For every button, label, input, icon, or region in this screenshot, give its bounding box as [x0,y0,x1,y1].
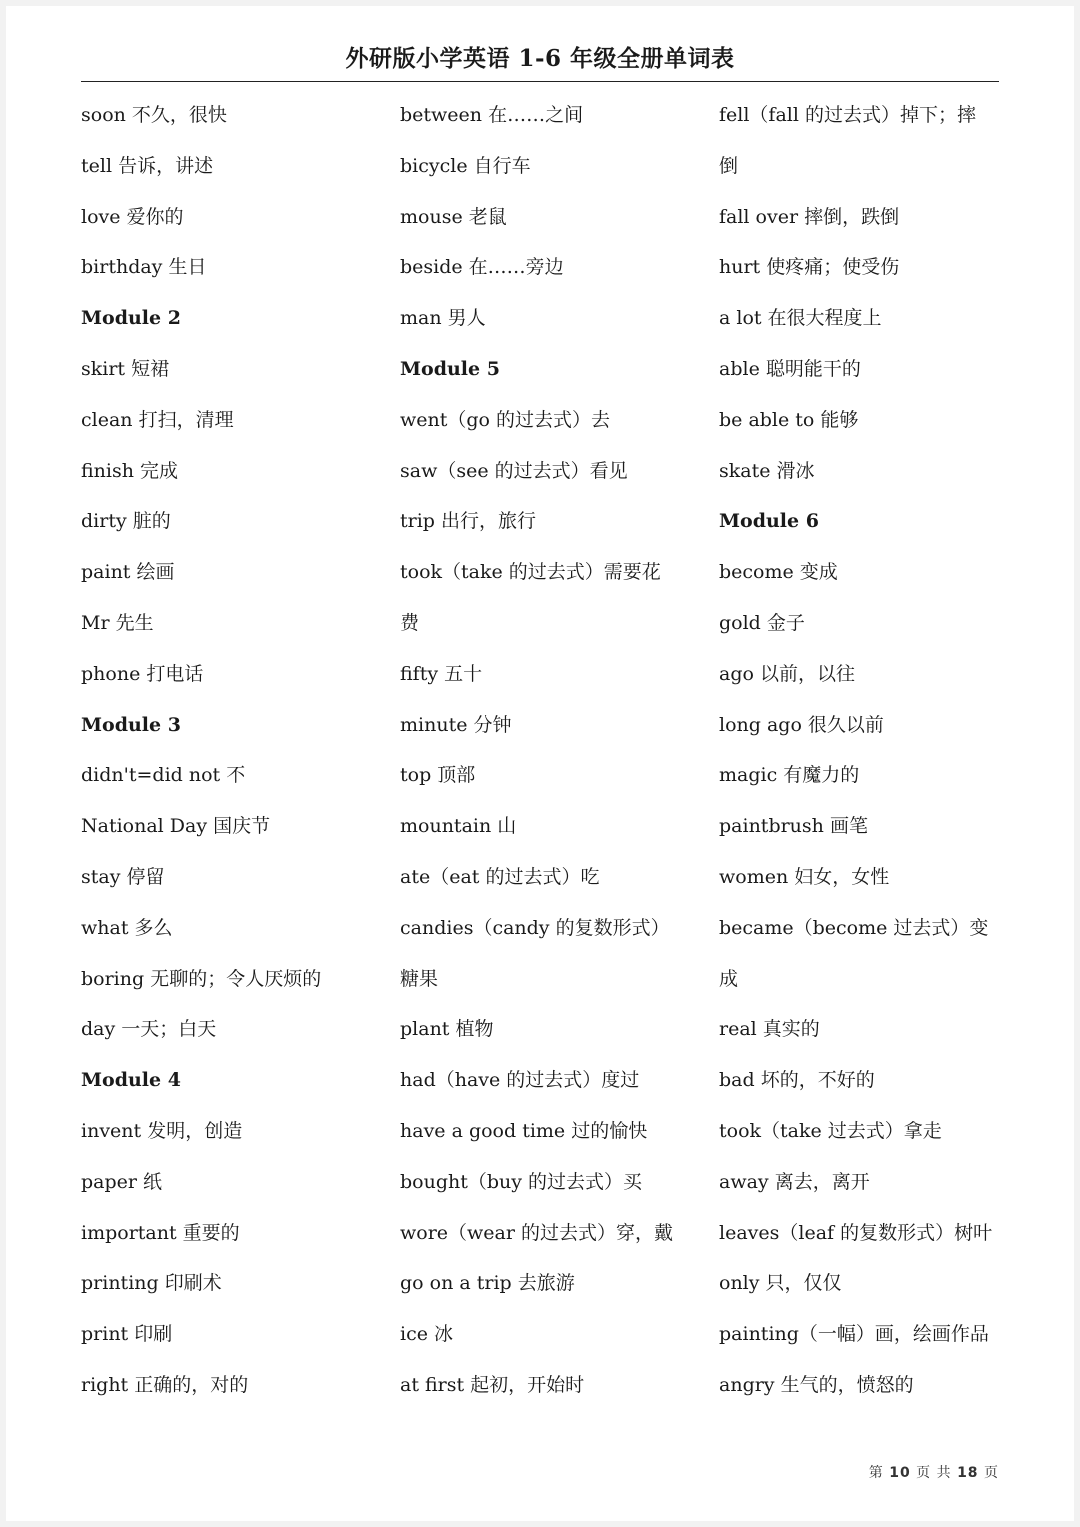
word-entry: mountain 山 [400,815,517,838]
word-entry: Mr 先生 [81,611,154,634]
word-entry: painting（一幅）画，绘画作品 [719,1323,989,1346]
word-entry: 成 [719,967,739,990]
word-entry: important 重要的 [81,1221,240,1244]
footer-total-pages: 18 [957,1465,979,1481]
module-heading: Module 2 [81,307,181,330]
footer-prefix: 第 [868,1465,884,1481]
word-entry: day 一天；白天 [81,1018,217,1041]
word-entry: invent 发明，创造 [81,1119,243,1142]
word-entry: phone 打电话 [81,662,204,685]
word-entry: candies（candy 的复数形式） [400,916,670,939]
word-entry: boring 无聊的；令人厌烦的 [81,967,322,990]
word-entry: birthday 生日 [81,256,207,279]
word-entry: finish 完成 [81,459,179,482]
word-entry: fell（fall 的过去式）掉下；摔 [719,104,976,126]
word-entry: only 只，仅仅 [719,1272,842,1295]
word-entry: real 真实的 [719,1018,820,1041]
module-heading: Module 3 [81,713,181,736]
page-number-footer [869,1462,999,1482]
word-entry: minute 分钟 [400,713,512,736]
word-entry: print 印刷 [81,1323,173,1346]
word-entry: a lot 在很大程度上 [719,307,882,330]
word-entry: fall over 摔倒，跌倒 [719,205,900,228]
word-entry: have a good time 过的愉快 [400,1119,648,1142]
word-entry: skate 滑冰 [719,459,815,482]
word-entry: between 在……之间 [400,104,584,126]
word-entry: dirty 脏的 [81,510,171,533]
word-entry: bicycle 自行车 [400,154,531,177]
page-title: 外研版小学英语 1-6 年级全册单词表 [345,45,735,72]
word-entry: skirt 短裙 [81,357,170,380]
word-entry: clean 打扫，清理 [81,408,234,431]
word-entry: ago 以前，以往 [719,662,855,685]
word-entry: went（go 的过去式）去 [400,408,611,431]
word-entry: magic 有魔力的 [719,764,860,787]
footer-middle: 页 共 [916,1465,952,1481]
word-entry: women 妇女，女性 [719,865,890,888]
word-entry: stay 停留 [81,865,165,888]
word-entry: had（have 的过去式）度过 [400,1069,640,1092]
footer-current-page: 10 [889,1465,911,1481]
footer-suffix: 页 [984,1465,999,1481]
word-entry: printing 印刷术 [81,1272,222,1295]
word-entry: able 聪明能干的 [719,357,861,380]
word-entry: hurt 使疼痛；使受伤 [719,256,900,279]
word-entry: tell 告诉，讲述 [81,154,214,177]
word-entry: paper 纸 [81,1170,163,1193]
word-entry: didn't=did not 不 [81,764,246,787]
word-entry: 糖果 [400,967,439,990]
module-heading: Module 4 [81,1069,181,1092]
title-divider [81,81,999,82]
word-entry: wore（wear 的过去式）穿，戴 [400,1221,673,1244]
word-entry: 倒 [719,154,739,177]
word-entry: took（take 过去式）拿走 [719,1119,942,1142]
module-heading: Module 6 [719,510,819,533]
word-entry: at first 起初，开始时 [400,1373,585,1396]
word-entry: be able to 能够 [719,408,859,431]
word-entry: took（take 的过去式）需要花 [400,561,661,584]
word-entry: saw（see 的过去式）看见 [400,459,628,482]
word-entry: ice 冰 [400,1323,454,1346]
word-entry: leaves（leaf 的复数形式）树叶 [719,1221,993,1244]
word-column-3 [719,90,1019,1411]
word-entry: right 正确的，对的 [81,1373,249,1396]
word-entry: ate（eat 的过去式）吃 [400,865,600,888]
word-entry: become 变成 [719,561,838,584]
word-entry: long ago 很久以前 [719,713,884,736]
word-entry: bought（buy 的过去式）买 [400,1170,643,1193]
word-entry: beside 在……旁边 [400,256,564,279]
word-entry: bad 坏的，不好的 [719,1069,875,1092]
word-entry: 费 [400,611,420,634]
word-entry: love 爱你的 [81,205,184,228]
word-entry: top 顶部 [400,764,476,787]
word-entry: man 男人 [400,307,486,330]
word-entry: became（become 过去式）变 [719,916,989,939]
word-entry: go on a trip 去旅游 [400,1272,575,1295]
module-heading: Module 5 [400,357,500,380]
word-column-2 [400,90,690,1411]
word-entry: paintbrush 画笔 [719,815,868,838]
word-entry: angry 生气的，愤怒的 [719,1373,914,1396]
word-entry: paint 绘画 [81,561,175,584]
word-entry: what 多么 [81,916,173,939]
word-entry: gold 金子 [719,611,805,634]
word-entry: soon 不久，很快 [81,104,227,126]
word-entry: fifty 五十 [400,662,483,685]
word-column-1 [81,90,381,1411]
word-entry: National Day 国庆节 [81,815,271,838]
word-entry: mouse 老鼠 [400,205,507,228]
word-entry: trip 出行，旅行 [400,510,536,533]
word-entry: plant 植物 [400,1018,494,1041]
word-entry: away 离去，离开 [719,1170,870,1193]
